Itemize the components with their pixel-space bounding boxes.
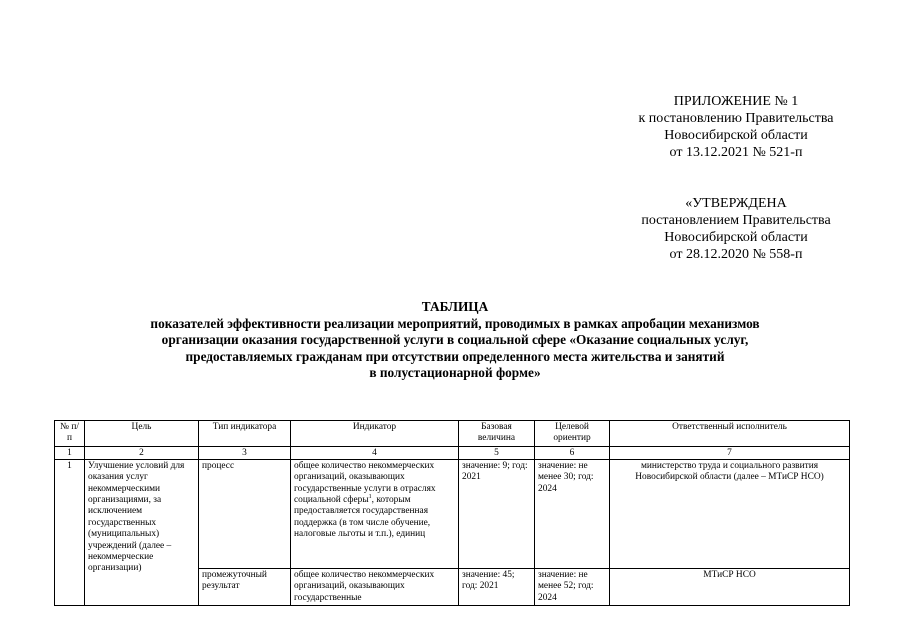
header-cell-target: Целевой ориентир	[535, 421, 610, 447]
header-cell-indicator: Индикатор	[291, 421, 459, 447]
indicator-cell: общее количество некоммерческих организаций, оказывающих государственные	[291, 568, 459, 605]
table-row	[55, 459, 850, 568]
target-value-cell: значение: не менее 30; год: 2024	[535, 459, 610, 568]
table-header-row	[55, 421, 850, 447]
base-value-cell: значение: 9; год: 2021	[459, 459, 535, 568]
footnote-mark: 1	[368, 493, 372, 500]
appendix-line: Новосибирской области	[664, 128, 808, 143]
column-number: 5	[459, 446, 535, 459]
title-line: предоставляемых гражданам при отсутствии определенного места жительства и занятий	[185, 348, 725, 364]
indicator-type-cell: промежуточный результат	[199, 568, 291, 605]
appendix-line: от 13.12.2021 № 521-п	[669, 145, 803, 160]
header-cell-num: № п/п	[55, 421, 85, 447]
indicators-table	[54, 420, 850, 606]
approved-line: Новосибирской области	[664, 230, 808, 245]
row-number: 1	[55, 459, 85, 605]
approved-block	[626, 195, 846, 263]
goal-cell: Улучшение условий для оказания услуг некоммерческими организациями, за исключением государственных (муниципальных) учреждений (далее – некоммерческие организации)	[85, 459, 199, 605]
base-value-cell: значение: 45; год: 2021	[459, 568, 535, 605]
indicator-type-cell: процесс	[199, 459, 291, 568]
indicator-text: общее количество некоммерческих организаций, оказывающих государственные услуги в отраслях социальной сферы	[294, 460, 436, 506]
header-cell-responsible: Ответственный исполнитель	[610, 421, 850, 447]
appendix-line: ПРИЛОЖЕНИЕ № 1	[673, 94, 799, 109]
responsible-cell: МТиСР НСО	[610, 568, 850, 605]
title-line: организации оказания государственной услуги в социальной сфере «Оказание социальных услуг,	[161, 332, 749, 347]
indicator-text-continued: , которым предоставляется государственная поддержка (в том числе обучение, налоговые льготы и т.п.), единиц	[294, 495, 431, 540]
header-cell-base: Базовая величина	[459, 421, 535, 447]
title-line: показателей эффективности реализации мероприятий, проводимых в рамках апробации механизмов	[150, 315, 760, 331]
column-number: 1	[55, 446, 85, 459]
title-line: в полустационарной форме»	[369, 365, 541, 380]
column-number: 4	[291, 446, 459, 459]
column-number: 2	[85, 446, 199, 459]
column-number: 3	[199, 446, 291, 459]
column-number: 6	[535, 446, 610, 459]
column-number: 7	[610, 446, 850, 459]
approved-line: «УТВЕРЖДЕНА	[685, 196, 787, 211]
target-value-cell: значение: не менее 52; год: 2024	[535, 568, 610, 605]
column-number-row	[55, 446, 850, 459]
indicator-cell	[291, 459, 459, 568]
approved-line: от 28.12.2020 № 558-п	[669, 247, 803, 262]
document-title	[60, 299, 850, 382]
approved-line: постановлением Правительства	[641, 213, 831, 228]
title-heading: ТАБЛИЦА	[421, 299, 489, 314]
appendix-block	[626, 93, 846, 161]
header-cell-type: Тип индикатора	[199, 421, 291, 447]
appendix-line: к постановлению Правительства	[638, 111, 834, 126]
responsible-cell: министерство труда и социального развития Новосибирской области (далее – МТиСР НСО)	[610, 459, 850, 568]
header-cell-goal: Цель	[85, 421, 199, 447]
